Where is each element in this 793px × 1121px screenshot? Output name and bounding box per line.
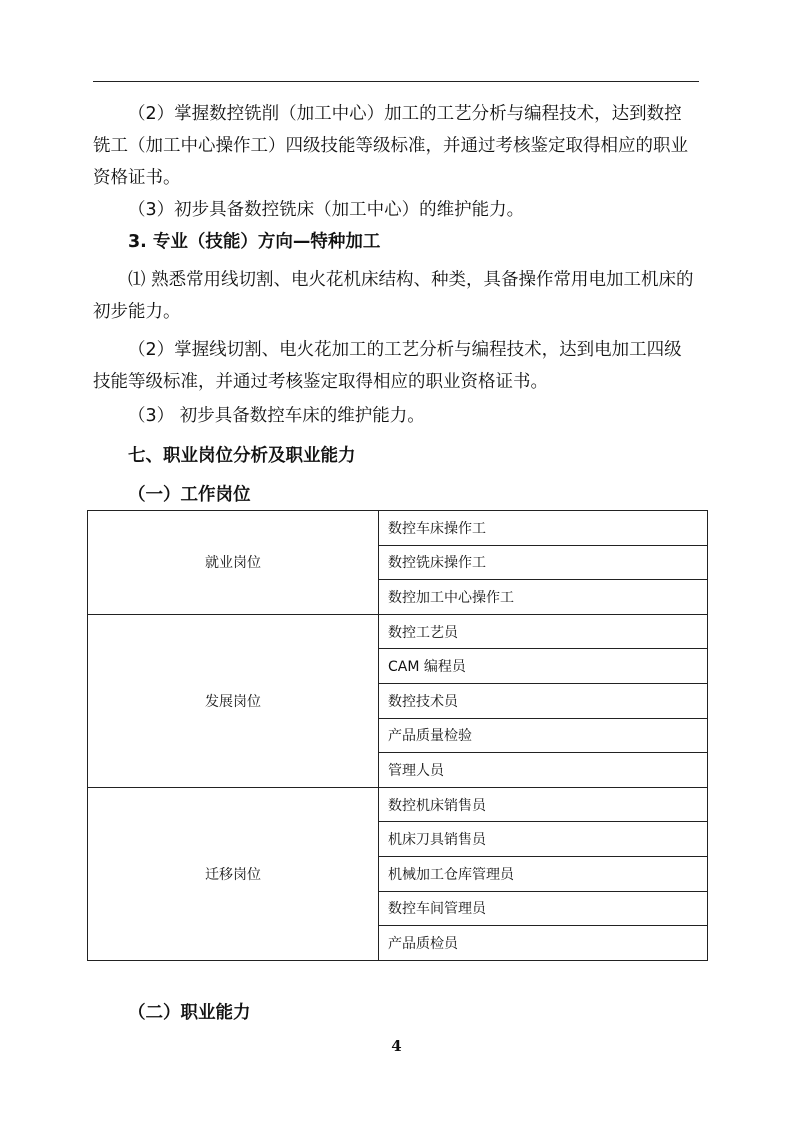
table-cell: 机械加工仓库管理员 xyxy=(379,856,708,891)
subsection-abilities-heading: （二）职业能力 xyxy=(128,1003,251,1023)
group-migration: 迁移岗位 xyxy=(88,787,379,960)
page-number: 4 xyxy=(391,1037,402,1055)
table-row xyxy=(88,787,708,822)
table-cell: 数控铣床操作工 xyxy=(379,545,708,580)
table-cell: 数控机床销售员 xyxy=(379,787,708,822)
table-row xyxy=(88,511,708,546)
table-cell: 数控车间管理员 xyxy=(379,891,708,926)
table-row xyxy=(88,614,708,649)
table-cell: 管理人员 xyxy=(379,753,708,788)
table-cell: 数控车床操作工 xyxy=(379,511,708,546)
work-positions-table xyxy=(87,510,708,961)
table-cell: 数控加工中心操作工 xyxy=(379,580,708,615)
table-cell: 数控技术员 xyxy=(379,683,708,718)
subsection-work-positions-heading: （一）工作岗位 xyxy=(128,485,251,505)
paragraph-lathe-maintenance: （3） 初步具备数控车床的维护能力。 xyxy=(128,406,425,426)
section-3-heading: 3. 专业（技能）方向—特种加工 xyxy=(128,232,381,252)
table-cell: 机床刀具销售员 xyxy=(379,822,708,857)
paragraph-milling-maintenance: （3）初步具备数控铣床（加工中心）的维护能力。 xyxy=(128,200,525,220)
paragraph-edm-structure: ⑴ 熟悉常用线切割、电火花机床结构、种类，具备操作常用电加工机床的初步能力。 xyxy=(93,270,694,322)
table-cell: 产品质量检验 xyxy=(379,718,708,753)
group-employment: 就业岗位 xyxy=(88,511,379,615)
table-cell: 产品质检员 xyxy=(379,926,708,961)
header-rule xyxy=(93,81,699,82)
paragraph-milling-skills: （2）掌握数控铣削（加工中心）加工的工艺分析与编程技术，达到数控铣工（加工中心操作工）四级技能等级标准，并通过考核鉴定取得相应的职业资格证书。 xyxy=(93,104,688,188)
table-cell: 数控工艺员 xyxy=(379,614,708,649)
section-7-heading: 七、职业岗位分析及职业能力 xyxy=(128,446,356,466)
table-cell: CAM 编程员 xyxy=(379,649,708,684)
group-development: 发展岗位 xyxy=(88,614,379,787)
paragraph-edm-skills: （2）掌握线切割、电火花加工的工艺分析与编程技术，达到电加工四级技能等级标准，并通过考核鉴定取得相应的职业资格证书。 xyxy=(93,340,682,392)
